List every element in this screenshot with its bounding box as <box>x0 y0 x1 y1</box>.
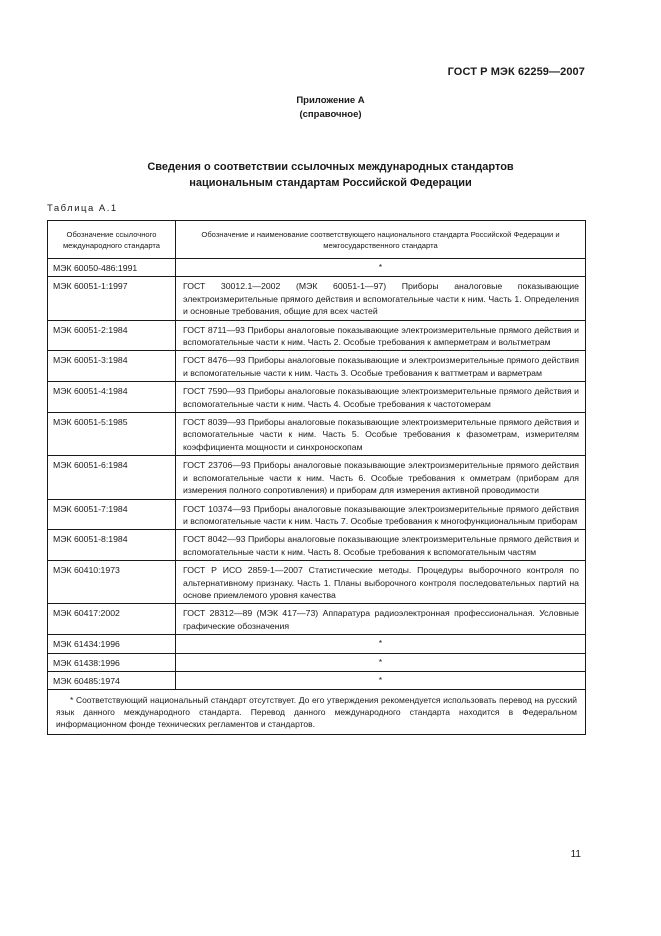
table-row <box>48 320 586 351</box>
column-header-national: Обозначение и наименование соответствующего национального стандарта Российской Федерации и межгосударственного стандарта <box>176 221 586 259</box>
international-standard-code: МЭК 60051-6:1984 <box>48 456 176 499</box>
international-standard-code: МЭК 60051-7:1984 <box>48 499 176 530</box>
international-standard-code: МЭК 61434:1996 <box>48 635 176 653</box>
document-code: ГОСТ Р МЭК 62259—2007 <box>447 66 585 78</box>
national-standard-description: ГОСТ 8042—93 Приборы аналоговые показывающие электроизмерительные прямого действия и вспомогательные части к ним. Часть 8. Особые требования к вспомогательным частям <box>176 530 586 561</box>
national-standard-description: ГОСТ 8476—93 Приборы аналоговые показывающие и электроизмерительные прямого действия и вспомогательные части к ним. Часть 3. Особые требования к ваттметрам и варметрам <box>176 351 586 382</box>
table-row <box>48 413 586 456</box>
table-row <box>48 456 586 499</box>
table-footnote-row <box>48 690 586 735</box>
table-row <box>48 499 586 530</box>
table-row <box>48 351 586 382</box>
international-standard-code: МЭК 60410:1973 <box>48 561 176 604</box>
international-standard-code: МЭК 61438:1996 <box>48 653 176 671</box>
international-standard-code: МЭК 60051-5:1985 <box>48 413 176 456</box>
table-row <box>48 530 586 561</box>
column-header-international: Обозначение ссылочного международного стандарта <box>48 221 176 259</box>
international-standard-code: МЭК 60485:1974 <box>48 671 176 689</box>
national-standard-description: * <box>176 671 586 689</box>
section-title-line-1: Сведения о соответствии ссылочных международных стандартов <box>147 161 514 173</box>
international-standard-code: МЭК 60050-486:1991 <box>48 259 176 277</box>
table-row <box>48 382 586 413</box>
table-row <box>48 604 586 635</box>
national-standard-description: ГОСТ 30012.1—2002 (МЭК 60051-1—97) Приборы аналоговые показывающие электроизмерительные прямого действия и вспомогательные части к ним. Часть 1. Определения и основные требования, общие для всех частей <box>176 277 586 320</box>
table-body <box>48 259 586 735</box>
national-standard-description: ГОСТ 7590—93 Приборы аналоговые показывающие электроизмерительные прямого действия и вспомогательные части к ним. Часть 4. Особые требования к частотомерам <box>176 382 586 413</box>
international-standard-code: МЭК 60051-4:1984 <box>48 382 176 413</box>
table-row <box>48 671 586 689</box>
section-title <box>0 159 661 191</box>
international-standard-code: МЭК 60051-8:1984 <box>48 530 176 561</box>
national-standard-description: * <box>176 635 586 653</box>
table-header-row <box>48 221 586 259</box>
international-standard-code: МЭК 60417:2002 <box>48 604 176 635</box>
national-standard-description: * <box>176 259 586 277</box>
section-title-line-2: национальным стандартам Российской Федерации <box>189 177 472 189</box>
national-standard-description: ГОСТ 8039—93 Приборы аналоговые показывающие электроизмерительные прямого действия и вспомогательные части к ним. Часть 5. Особые требования к фазометрам, измерителям коэффициента мощности и синхроноскопам <box>176 413 586 456</box>
national-standard-description: ГОСТ 28312—89 (МЭК 417—73) Аппаратура радиоэлектронная профессиональная. Условные графические обозначения <box>176 604 586 635</box>
national-standard-description: ГОСТ 10374—93 Приборы аналоговые показывающие электроизмерительные прямого действия и вспомогательные части к ним. Часть 7. Особые требования к многофункциональным приборам <box>176 499 586 530</box>
table-row <box>48 259 586 277</box>
page-number: 11 <box>570 849 581 860</box>
table-label: Таблица А.1 <box>47 203 118 214</box>
national-standard-description: * <box>176 653 586 671</box>
table-row <box>48 277 586 320</box>
table-row <box>48 561 586 604</box>
table-footnote: * Соответствующий национальный стандарт отсутствует. До его утверждения рекомендуется использовать перевод на русский язык данного международного стандарта. Перевод данного международного стандарта находится в Федеральном информационном фонде технических регламентов и стандартов. <box>48 690 586 735</box>
correspondence-table <box>47 220 586 735</box>
international-standard-code: МЭК 60051-1:1997 <box>48 277 176 320</box>
international-standard-code: МЭК 60051-3:1984 <box>48 351 176 382</box>
table-row <box>48 653 586 671</box>
appendix-kind: (справочное) <box>299 109 362 120</box>
appendix-label: Приложение А <box>296 95 365 106</box>
international-standard-code: МЭК 60051-2:1984 <box>48 320 176 351</box>
national-standard-description: ГОСТ 23706—93 Приборы аналоговые показывающие электроизмерительные прямого действия и вспомогательные части к ним. Часть 6. Особые требования к омметрам (приборам для измерения полного сопротивления) и приборам для измерения активной проводимости <box>176 456 586 499</box>
appendix-heading <box>0 94 661 122</box>
national-standard-description: ГОСТ Р ИСО 2859-1—2007 Статистические методы. Процедуры выборочного контроля по альтернативному признаку. Часть 1. Планы выборочного контроля последовательных партий на основе приемлемого уровня качества <box>176 561 586 604</box>
national-standard-description: ГОСТ 8711—93 Приборы аналоговые показывающие электроизмерительные прямого действия и вспомогательные части к ним. Часть 2. Особые требования к амперметрам и вольтметрам <box>176 320 586 351</box>
table-row <box>48 635 586 653</box>
